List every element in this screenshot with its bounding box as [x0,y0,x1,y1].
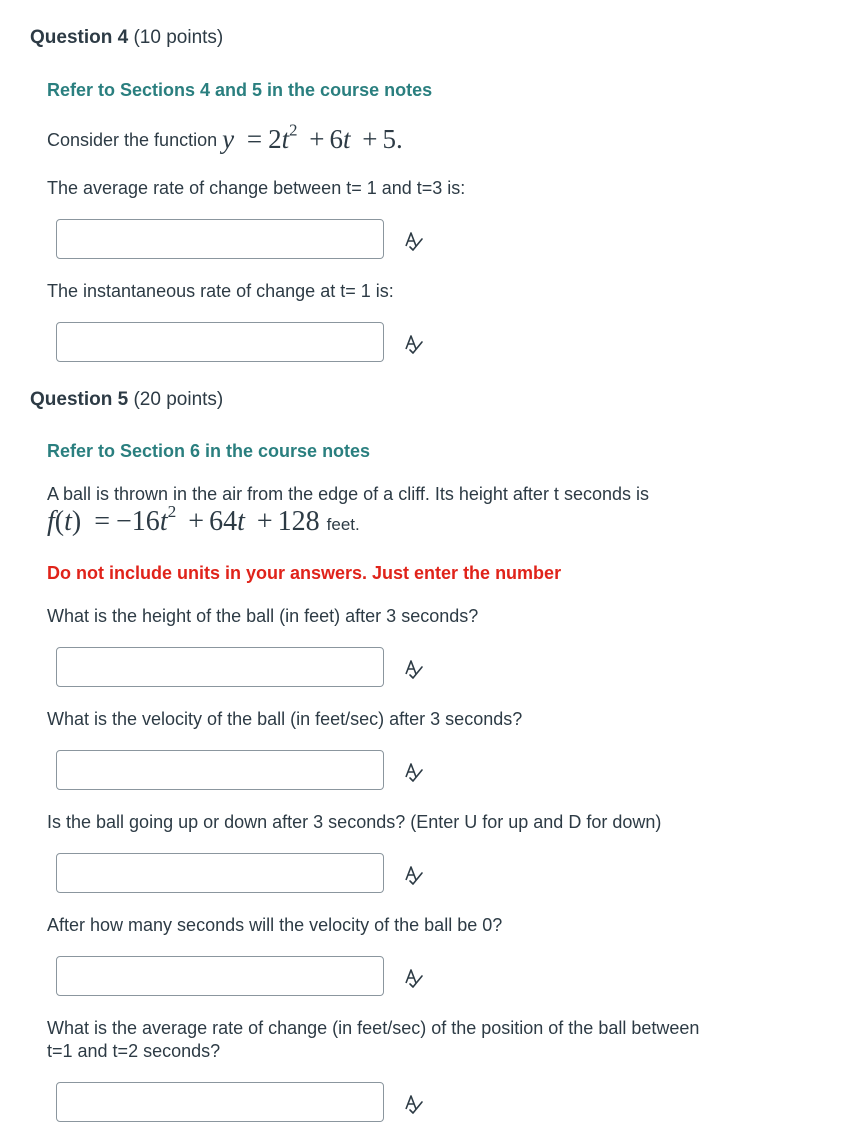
question-4-title: Question 4 [30,27,129,48]
question-5-title: Question 5 [30,389,129,410]
question-5-reference: Refer to Section 6 in the course notes [47,441,371,461]
question-5-answer-2-input[interactable] [56,750,384,790]
spellcheck-icon[interactable] [400,1092,430,1116]
question-5-intro: A ball is thrown in the air from the edge of a cliff. Its height after t seconds is [47,484,649,504]
question-5-header [30,389,223,411]
question-5-answer-5-input[interactable] [56,1082,384,1122]
question-5-prompt-5-line-2: t=1 and t=2 seconds? [47,1041,221,1061]
question-4-prompt-2: The instantaneous rate of change at t= 1 is: [47,281,394,301]
question-4-reference: Refer to Sections 4 and 5 in the course notes [47,80,433,100]
question-5-prompt-1: What is the height of the ball (in feet) after 3 seconds? [47,606,479,626]
question-4-intro-line [47,120,403,155]
question-5-prompt-5-line-1: What is the average rate of change (in feet/sec) of the position of the ball between [47,1018,700,1038]
question-4-points: (10 points) [133,27,224,48]
question-5-function-line [47,501,360,538]
question-4-answer-1-input[interactable] [56,219,384,259]
spellcheck-icon[interactable] [400,863,430,887]
question-4-prompt-1: The average rate of change between t= 1 and t=3 is: [47,178,466,198]
question-5-units: feet. [326,515,360,534]
question-4-intro: Consider the function [47,130,218,150]
question-5-prompt-2: What is the velocity of the ball (in feet/sec) after 3 seconds? [47,709,523,729]
question-5-function: $f(t) = -16t^2 + 64t + 128$ [47,501,320,537]
question-5-answer-3-input[interactable] [56,853,384,893]
spellcheck-icon[interactable] [400,332,430,356]
question-4-function: $y = 2t^2 + 6t + 5$. [222,120,403,154]
question-4-header [30,27,223,49]
spellcheck-icon[interactable] [400,966,430,990]
spellcheck-icon[interactable] [400,760,430,784]
question-5-answer-4-input[interactable] [56,956,384,996]
spellcheck-icon[interactable] [400,657,430,681]
question-5-warning: Do not include units in your answers. Just enter the number [47,563,562,583]
question-5-points: (20 points) [133,389,224,410]
question-5-prompt-4: After how many seconds will the velocity of the ball be 0? [47,915,503,935]
question-5-answer-1-input[interactable] [56,647,384,687]
spellcheck-icon[interactable] [400,229,430,253]
question-5-prompt-3: Is the ball going up or down after 3 seconds? (Enter U for up and D for down) [47,812,662,832]
question-4-answer-2-input[interactable] [56,322,384,362]
